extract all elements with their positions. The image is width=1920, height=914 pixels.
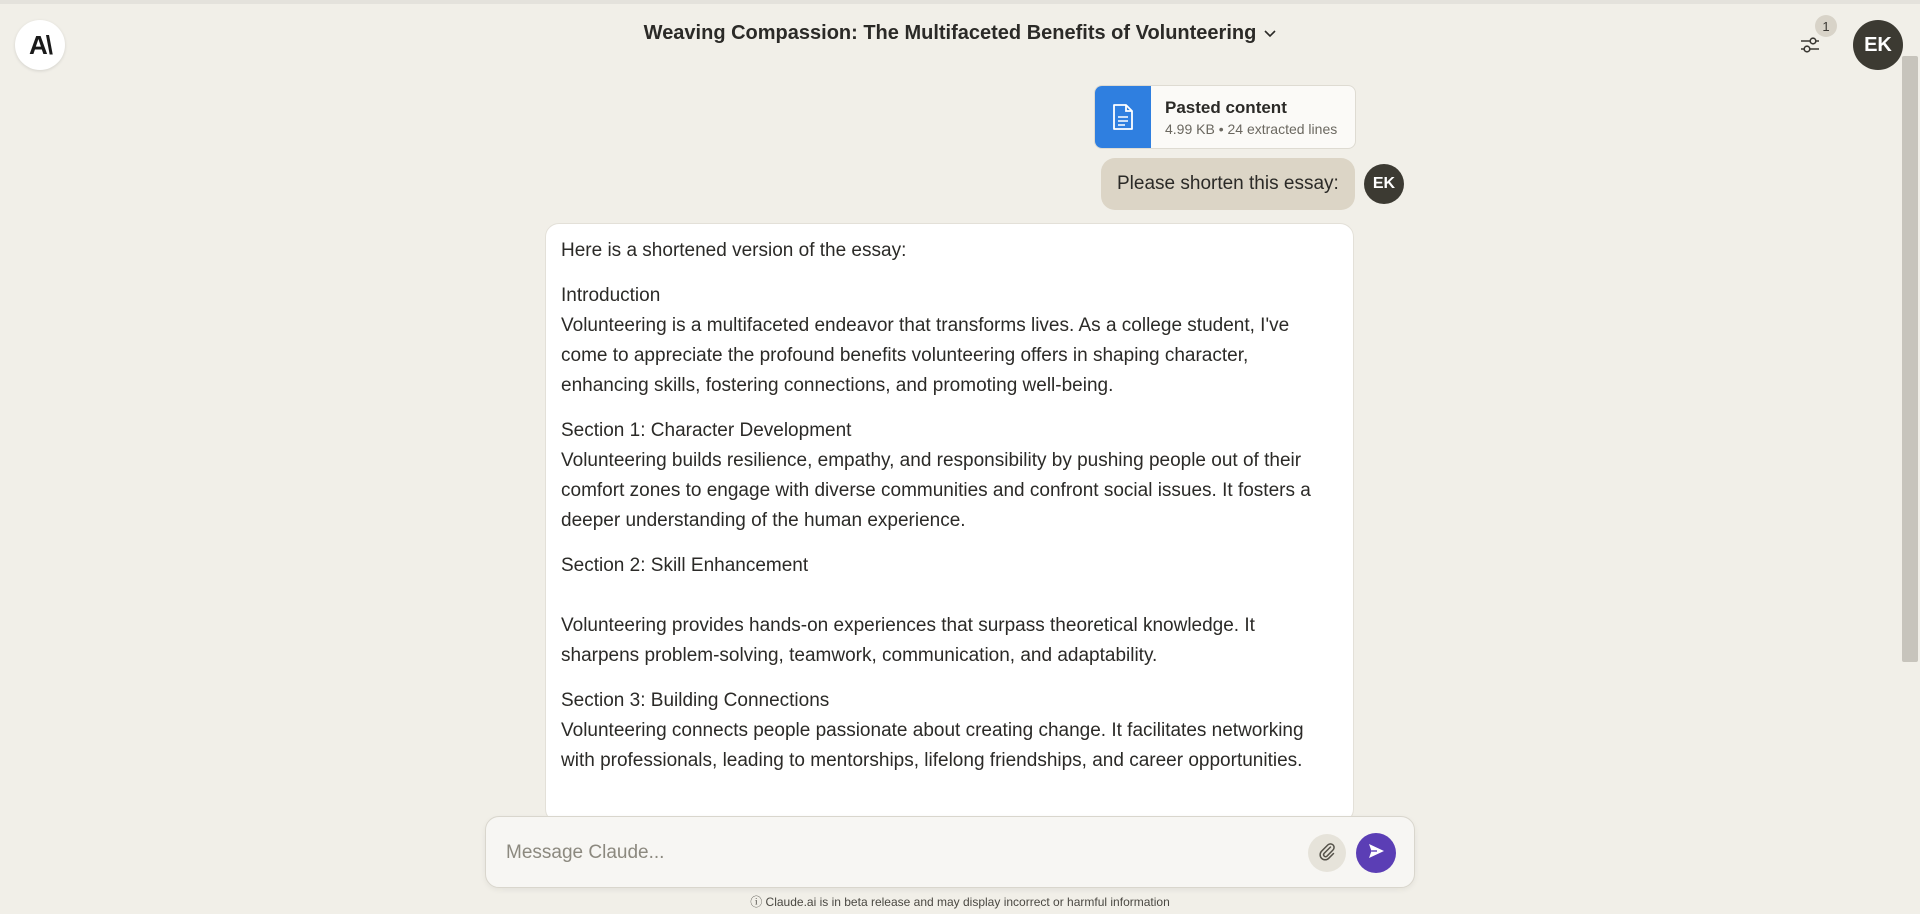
attach-file-button[interactable] [1308, 834, 1346, 872]
conversation-title: Weaving Compassion: The Multifaceted Benefits of Volunteering [643, 22, 1257, 44]
chevron-down-icon [1264, 27, 1276, 41]
scrollbar-thumb[interactable] [1902, 56, 1918, 662]
send-button[interactable] [1356, 833, 1396, 873]
essay-section [561, 551, 1338, 671]
document-icon [1095, 85, 1151, 149]
user-avatar[interactable]: EK [1853, 20, 1903, 70]
anthropic-logo[interactable]: A\ [15, 20, 65, 70]
section-heading: Section 2: Skill Enhancement [561, 555, 809, 576]
section-heading: Section 1: Character Development [561, 420, 852, 441]
paperclip-icon [1317, 841, 1337, 866]
assistant-message [545, 223, 1354, 823]
attachment-name: Pasted content [1165, 97, 1287, 117]
section-body: Volunteering builds resilience, empathy, and responsibility by pushing people out of their comfort zones to engage with diverse communities and confront social issues. It fosters a deeper understanding of the human experience. [561, 450, 1311, 531]
conversation-title-dropdown[interactable] [644, 22, 1277, 45]
assistant-intro: Here is a shortened version of the essay: [561, 240, 907, 261]
notification-badge: 1 [1815, 15, 1837, 37]
user-message-avatar: EK [1364, 164, 1404, 204]
blank-line [561, 581, 1338, 611]
send-arrow-icon [1366, 841, 1386, 866]
section-body: Volunteering is a multifaceted endeavor that transforms lives. As a college student, I've come to appreciate the profound benefits volunteering offers in shaping character, enhancing skills, fostering connections, and promoting well-being. [561, 315, 1290, 396]
title-bar [0, 22, 1920, 45]
message-input[interactable] [504, 835, 1284, 871]
window-top-border [0, 0, 1920, 4]
user-message: Please shorten this essay: [1101, 158, 1355, 210]
essay-section [561, 686, 1338, 776]
section-heading: Section 3: Building Connections [561, 690, 830, 711]
section-heading: Introduction [561, 285, 661, 306]
pasted-content-attachment[interactable] [1094, 85, 1356, 149]
essay-section [561, 416, 1338, 536]
essay-section [561, 281, 1338, 401]
section-body: Volunteering provides hands-on experiences that surpass theoretical knowledge. It sharpens problem-solving, teamwork, communication, and adaptability. [561, 615, 1255, 666]
attachment-details: 4.99 KB • 24 extracted lines [1165, 120, 1338, 137]
section-body: Volunteering connects people passionate about creating change. It facilitates networking with professionals, leading to mentorships, lifelong friendships, and career opportunities. [561, 720, 1304, 771]
message-composer [485, 816, 1415, 888]
beta-disclaimer: ⓘ Claude.ai is in beta release and may display incorrect or harmful information [750, 895, 1170, 909]
